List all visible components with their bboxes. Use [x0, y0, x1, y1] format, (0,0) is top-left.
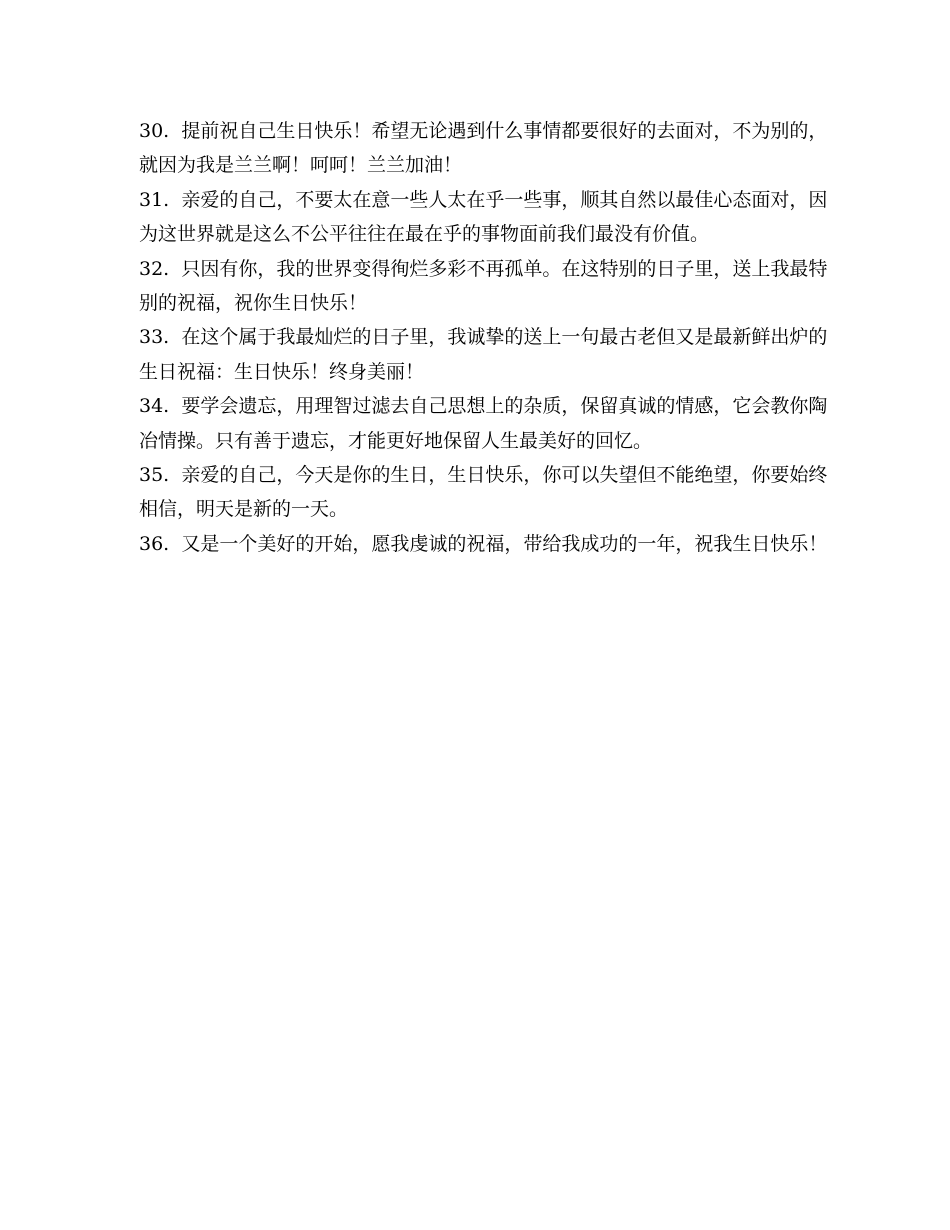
- item-number: 34.: [139, 395, 170, 418]
- item-text: 亲爱的自己，今天是你的生日，生日快乐，你可以失望但不能绝望，你要始终相信，明天是新的一天。: [139, 464, 828, 521]
- list-item: [139, 183, 829, 252]
- list-item: [139, 458, 829, 527]
- list-item: [139, 527, 829, 561]
- item-text: 在这个属于我最灿烂的日子里，我诚挚的送上一句最古老但又是最新鲜出炉的生日祝福：生日快乐！终身美丽！: [139, 326, 828, 383]
- item-text: 只因有你，我的世界变得徇烂多彩不再孤单。在这特别的日子里，送上我最特别的祝福，祝你生日快乐！: [139, 257, 828, 315]
- item-text: 要学会遗忘，用理智过滤去自己思想上的杂质，保留真诚的情感，它会教你陶冶情操。只有善于遗忘，才能更好地保留人生最美好的回忆。: [139, 395, 828, 452]
- item-number: 30.: [139, 120, 170, 142]
- item-text: 亲爱的自己，不要太在意一些人太在乎一些事，顺其自然以最佳心态面对，因为这世界就是这么不公平往往在最在乎的事物面前我们最没有价值。: [139, 188, 828, 246]
- list-item: [139, 320, 829, 389]
- item-number: 33.: [139, 326, 170, 349]
- list-item: [139, 389, 829, 458]
- item-number: 35.: [139, 464, 170, 487]
- item-number: 36.: [139, 532, 170, 555]
- list-item: [139, 252, 829, 321]
- item-text: 提前祝自己生日快乐！希望无论遇到什么事情都要很好的去面对，不为别的，就因为我是兰兰啊！呵呵！兰兰加油！: [139, 120, 828, 177]
- list-item: [139, 114, 829, 183]
- item-number: 32.: [139, 257, 170, 280]
- document-body: [139, 114, 829, 561]
- item-text: 又是一个美好的开始，愿我虔诚的祝福，带给我成功的一年，祝我生日快乐！: [181, 532, 828, 555]
- item-number: 31.: [139, 188, 170, 211]
